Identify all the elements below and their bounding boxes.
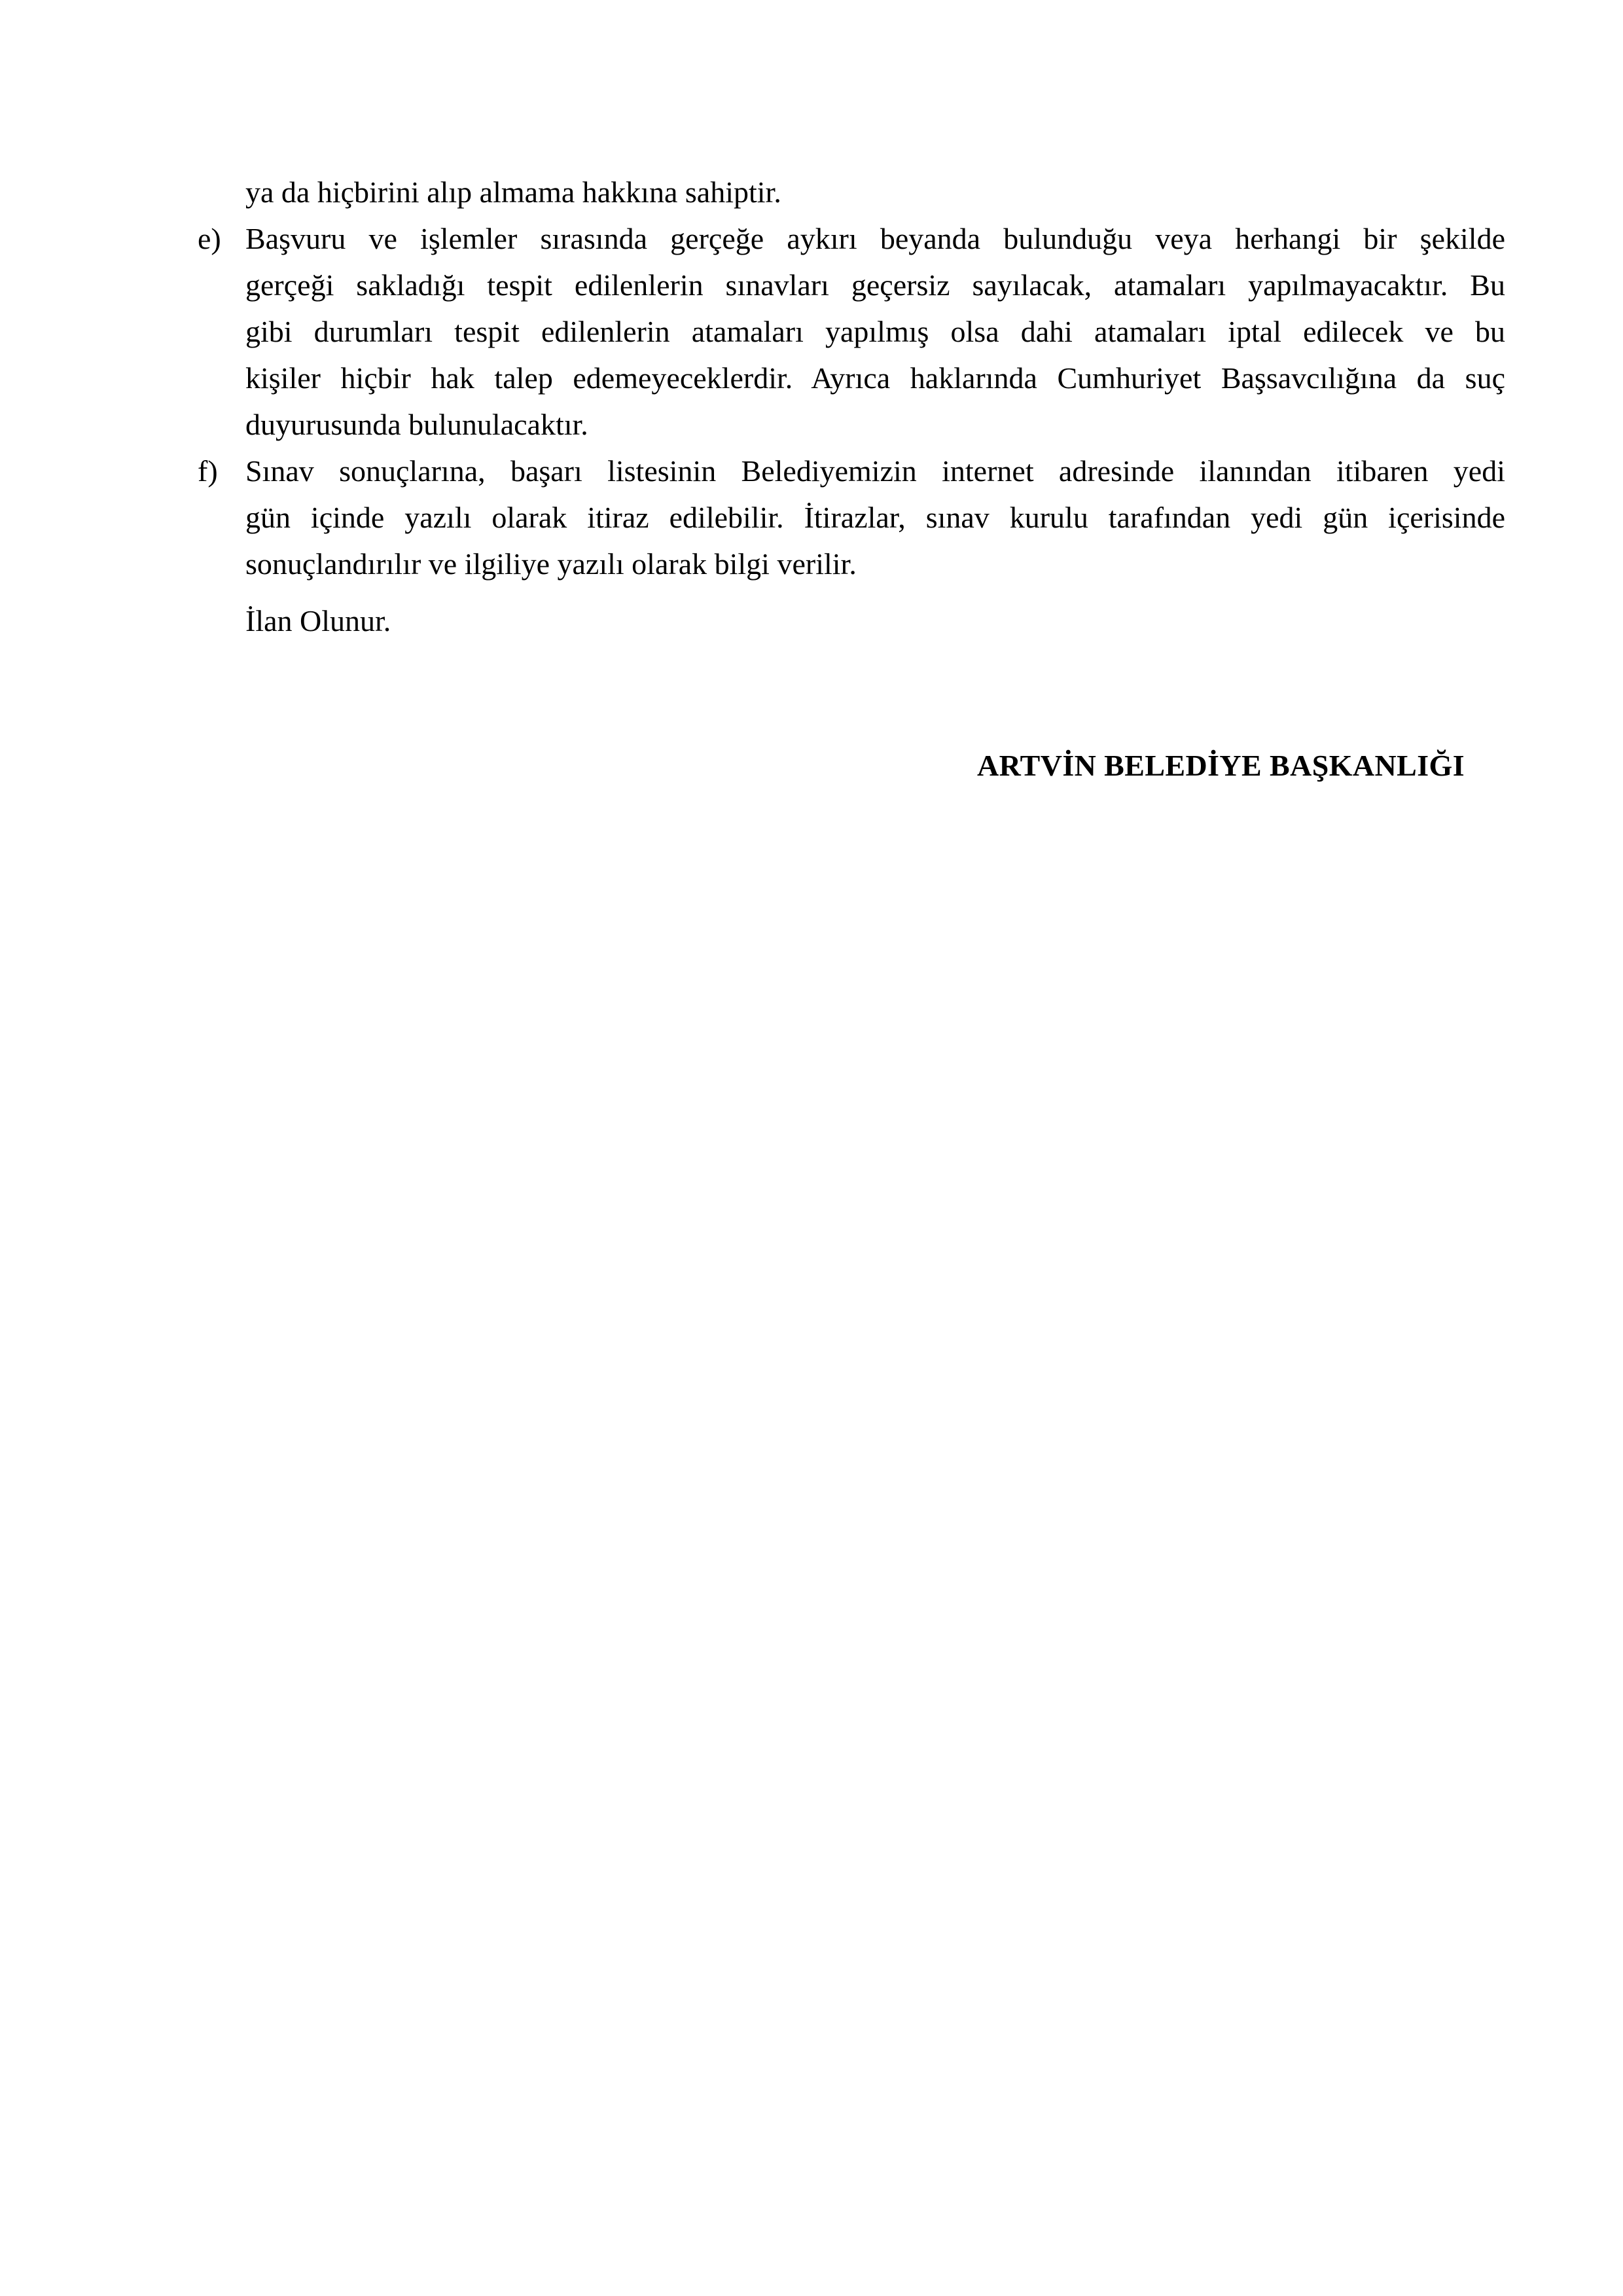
text-line: kişiler hiçbir hak talep edemeyeceklerdir. Ayrıca haklarında Cumhuriyet Başsavcılığına da suç — [245, 361, 1505, 395]
list-item-f — [196, 448, 1505, 587]
list-item-e — [196, 215, 1505, 448]
document-body — [196, 169, 1505, 644]
text-line: gibi durumları tespit edilenlerin atamaları yapılmış olsa dahi atamaları iptal edilecek ve bu — [245, 315, 1505, 348]
issuing-authority-signature: ARTVİN BELEDİYE BAŞKANLIĞI — [977, 749, 1465, 782]
list-marker-f: f) — [198, 454, 218, 488]
list-item-f-text — [245, 448, 1505, 587]
list-item-e-text — [245, 215, 1505, 448]
text-line: gün içinde yazılı olarak itiraz edilebilir. İtirazlar, sınav kurulu tarafından yedi gün içerisinde — [245, 501, 1505, 534]
signature-block — [196, 746, 1505, 785]
list-marker-e: e) — [198, 222, 221, 255]
continuation-line: ya da hiçbirini alıp almama hakkına sahiptir. — [245, 175, 781, 209]
text-line: Başvuru ve işlemler sırasında gerçeğe aykırı beyanda bulunduğu veya herhangi bir şekilde — [245, 222, 1505, 255]
paragraph-spacer — [196, 587, 1505, 598]
text-line: sonuçlandırılır ve ilgiliye yazılı olarak bilgi verilir. — [245, 547, 857, 581]
text-line: Sınav sonuçlarına, başarı listesinin Belediyemizin internet adresinde ilanından itibaren yedi — [245, 454, 1505, 488]
closing-statement: İlan Olunur. — [245, 604, 391, 637]
text-line: duyurusunda bulunulacaktır. — [245, 408, 588, 441]
text-line: gerçeği sakladığı tespit edilenlerin sınavları geçersiz sayılacak, atamaları yapılmayacaktır. Bu — [245, 268, 1505, 302]
